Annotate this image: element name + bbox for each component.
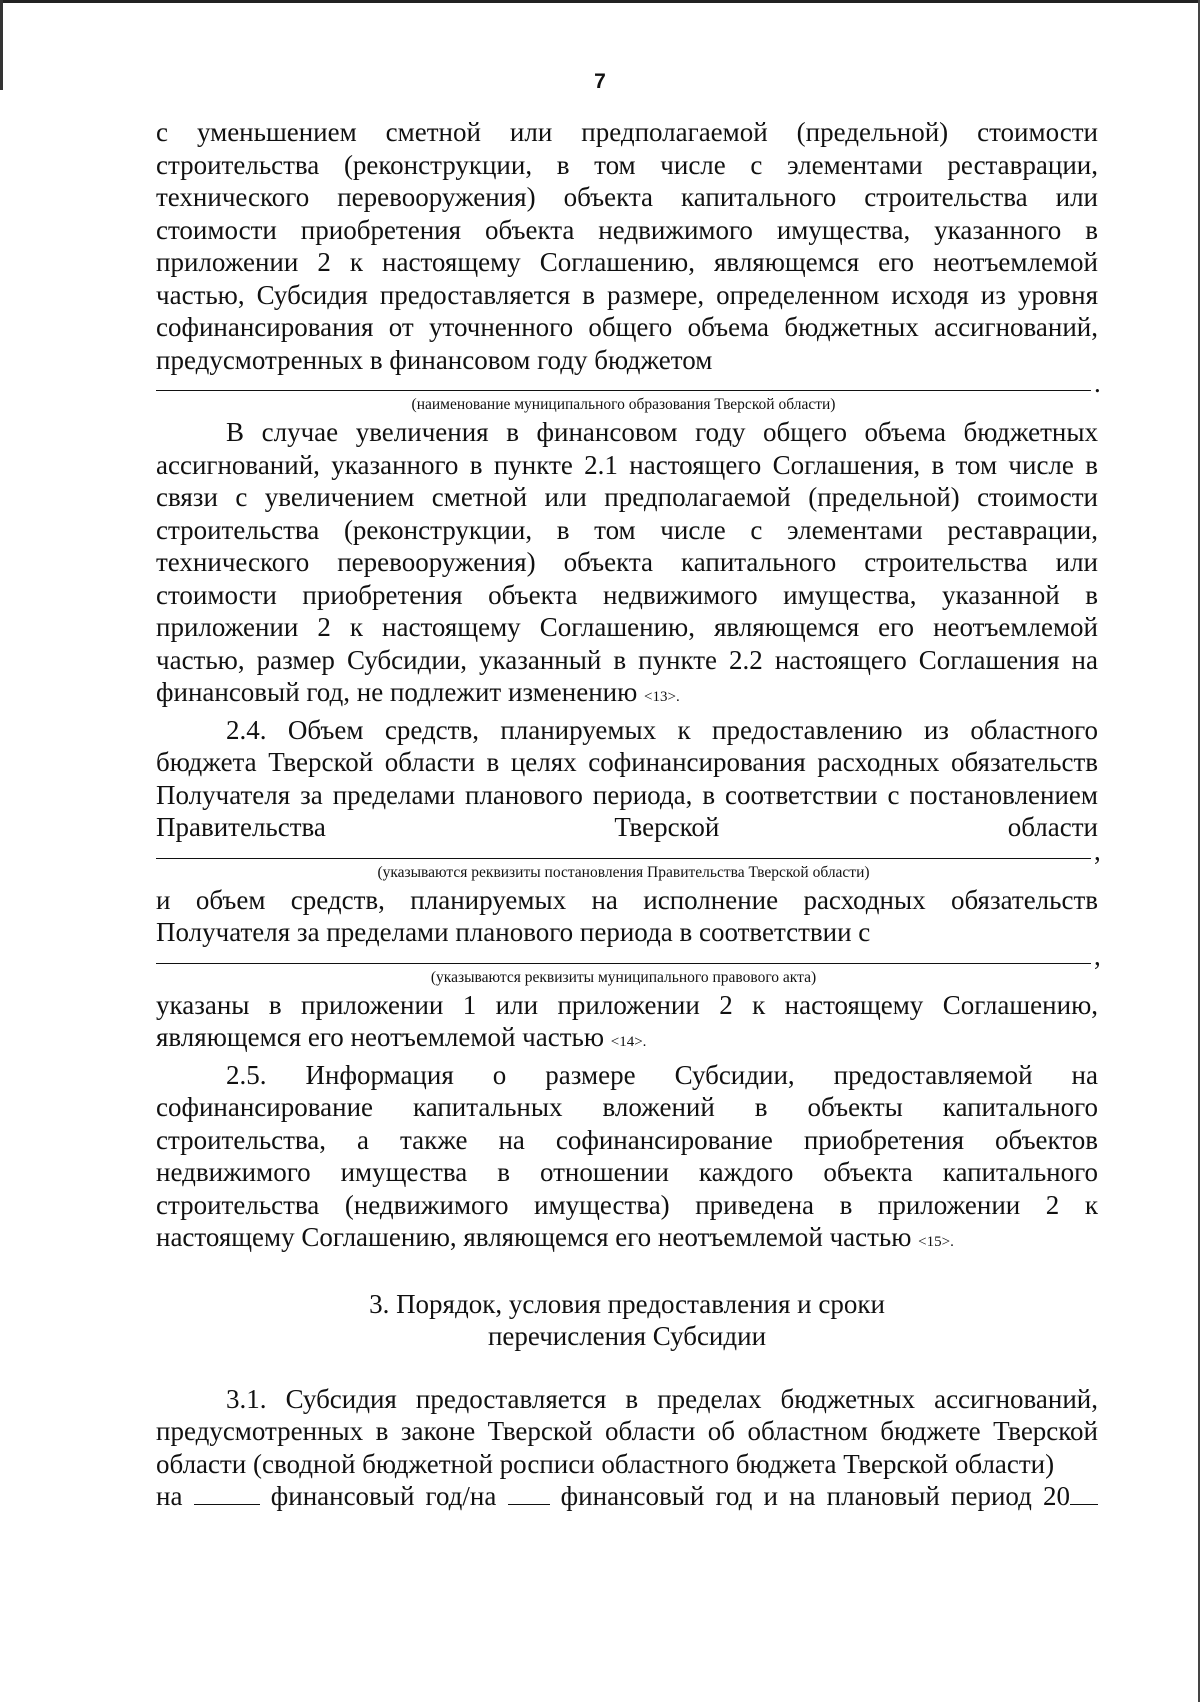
- section-heading-line: перечисления Субсидии: [487, 1321, 767, 1351]
- year-blank[interactable]: [508, 1484, 550, 1505]
- fill-in-line[interactable]: [156, 858, 1091, 859]
- fill-in-municipal-act: [156, 940, 1101, 989]
- fill-in-government-decree: [156, 835, 1101, 884]
- scan-edge-top: [0, 0, 1200, 3]
- fill-in-caption: (наименование муниципального образования Тверской области): [411, 396, 836, 413]
- period-text: финансовый год и на плановый период 20: [560, 1481, 1071, 1511]
- paragraph-budget-increase: [156, 416, 1098, 714]
- period-text: на: [156, 1481, 183, 1511]
- fill-in-line[interactable]: [156, 390, 1091, 391]
- period-text: финансовый год/на: [270, 1481, 497, 1511]
- footnote-ref-14: <14>.: [610, 1034, 647, 1050]
- paragraph-3-1-period-line: [156, 1480, 1098, 1513]
- paragraph-recipient-obligations: и объем средств, планируемых на исполнение расходных обязательств Получателя за пределами планового периода в соответствии с: [156, 884, 1098, 947]
- paragraph-appendix-reference: [156, 989, 1098, 1059]
- year-blank[interactable]: [1070, 1484, 1098, 1505]
- paragraph-2-4: 2.4. Объем средств, планируемых к предоставлению из областного бюджета Тверской области в целях софинансирования расходных обязательств Получателя за пределами планового периода, в соответствии с постановлением Правительства Тверской области: [156, 714, 1098, 842]
- footnote-ref-13: <13>.: [644, 689, 680, 705]
- fill-in-caption: (указываются реквизиты муниципального правового акта): [430, 968, 817, 986]
- fill-in-trailing-punct: ,: [1094, 940, 1101, 971]
- fill-in-caption: (указываются реквизиты постановления Правительства Тверской области): [377, 863, 870, 881]
- fill-in-trailing-punct: .: [1094, 368, 1101, 398]
- document-body: [156, 116, 1101, 1513]
- section-heading-3: [156, 1288, 1098, 1353]
- year-blank[interactable]: [194, 1484, 260, 1505]
- paragraph-text: указаны в приложении 1 или приложении 2 к настоящему Соглашению, являющемся его неотъемлемой частью: [156, 989, 1098, 1052]
- paragraph-text: В случае увеличения в финансовом году общего объема бюджетных ассигнований, указанного в пункте 2.1 настоящего Соглашения, в том числе в связи с увеличением сметной или предполагаемой (предельной) стоимости строительства (реконструкции, в том числе с элементами реставрации, технического перевооружения) объекта капитального строительства или стоимости приобретения объекта недвижимого имущества, указанной в приложении 2 к настоящему Соглашению, являющемся его неотъемлемой частью, размер Субсидии, указанный в пункте 2.2 настоящего Соглашения на финансовый год, не подлежит изменению: [156, 417, 1098, 707]
- paragraph-3-1: 3.1. Субсидия предоставляется в пределах бюджетных ассигнований, предусмотренных в законе Тверской области об областном бюджете Тверской области (сводной бюджетной росписи областного бюджета Тверской области): [156, 1383, 1098, 1479]
- fill-in-line[interactable]: [156, 963, 1091, 964]
- page-number: 7: [594, 70, 606, 93]
- paragraph-2-5: [156, 1059, 1098, 1259]
- paragraph-text: 2.5. Информация о размере Субсидии, предоставляемой на софинансирование капитальных вложений в объекты капитального строительства, а также на софинансирование приобретения объектов недвижимого имущества в отношении каждого объекта капитального строительства (недвижимого имущества) приведена в приложении 2 к настоящему Соглашению, являющемся его неотъемлемой частью: [156, 1059, 1098, 1252]
- fill-in-municipality: [156, 368, 1101, 416]
- paragraph-continuation: с уменьшением сметной или предполагаемой (предельной) стоимости строительства (реконструкции, в том числе с элементами реставрации, технического перевооружения) объекта капитального строительства или стоимости приобретения объекта недвижимого имущества, указанного в приложении 2 к настоящему Соглашению, являющемся его неотъемлемой частью, Субсидия предоставляется в размере, определенном исходя из уровня софинансирования от уточненного общего объема бюджетных ассигнований, предусмотренных в финансовом году бюджетом: [156, 117, 1098, 375]
- fill-in-trailing-punct: ,: [1094, 835, 1101, 866]
- section-heading-line: 3. Порядок, условия предоставления и сроки: [369, 1288, 885, 1319]
- footnote-ref-15: <15>.: [918, 1234, 954, 1250]
